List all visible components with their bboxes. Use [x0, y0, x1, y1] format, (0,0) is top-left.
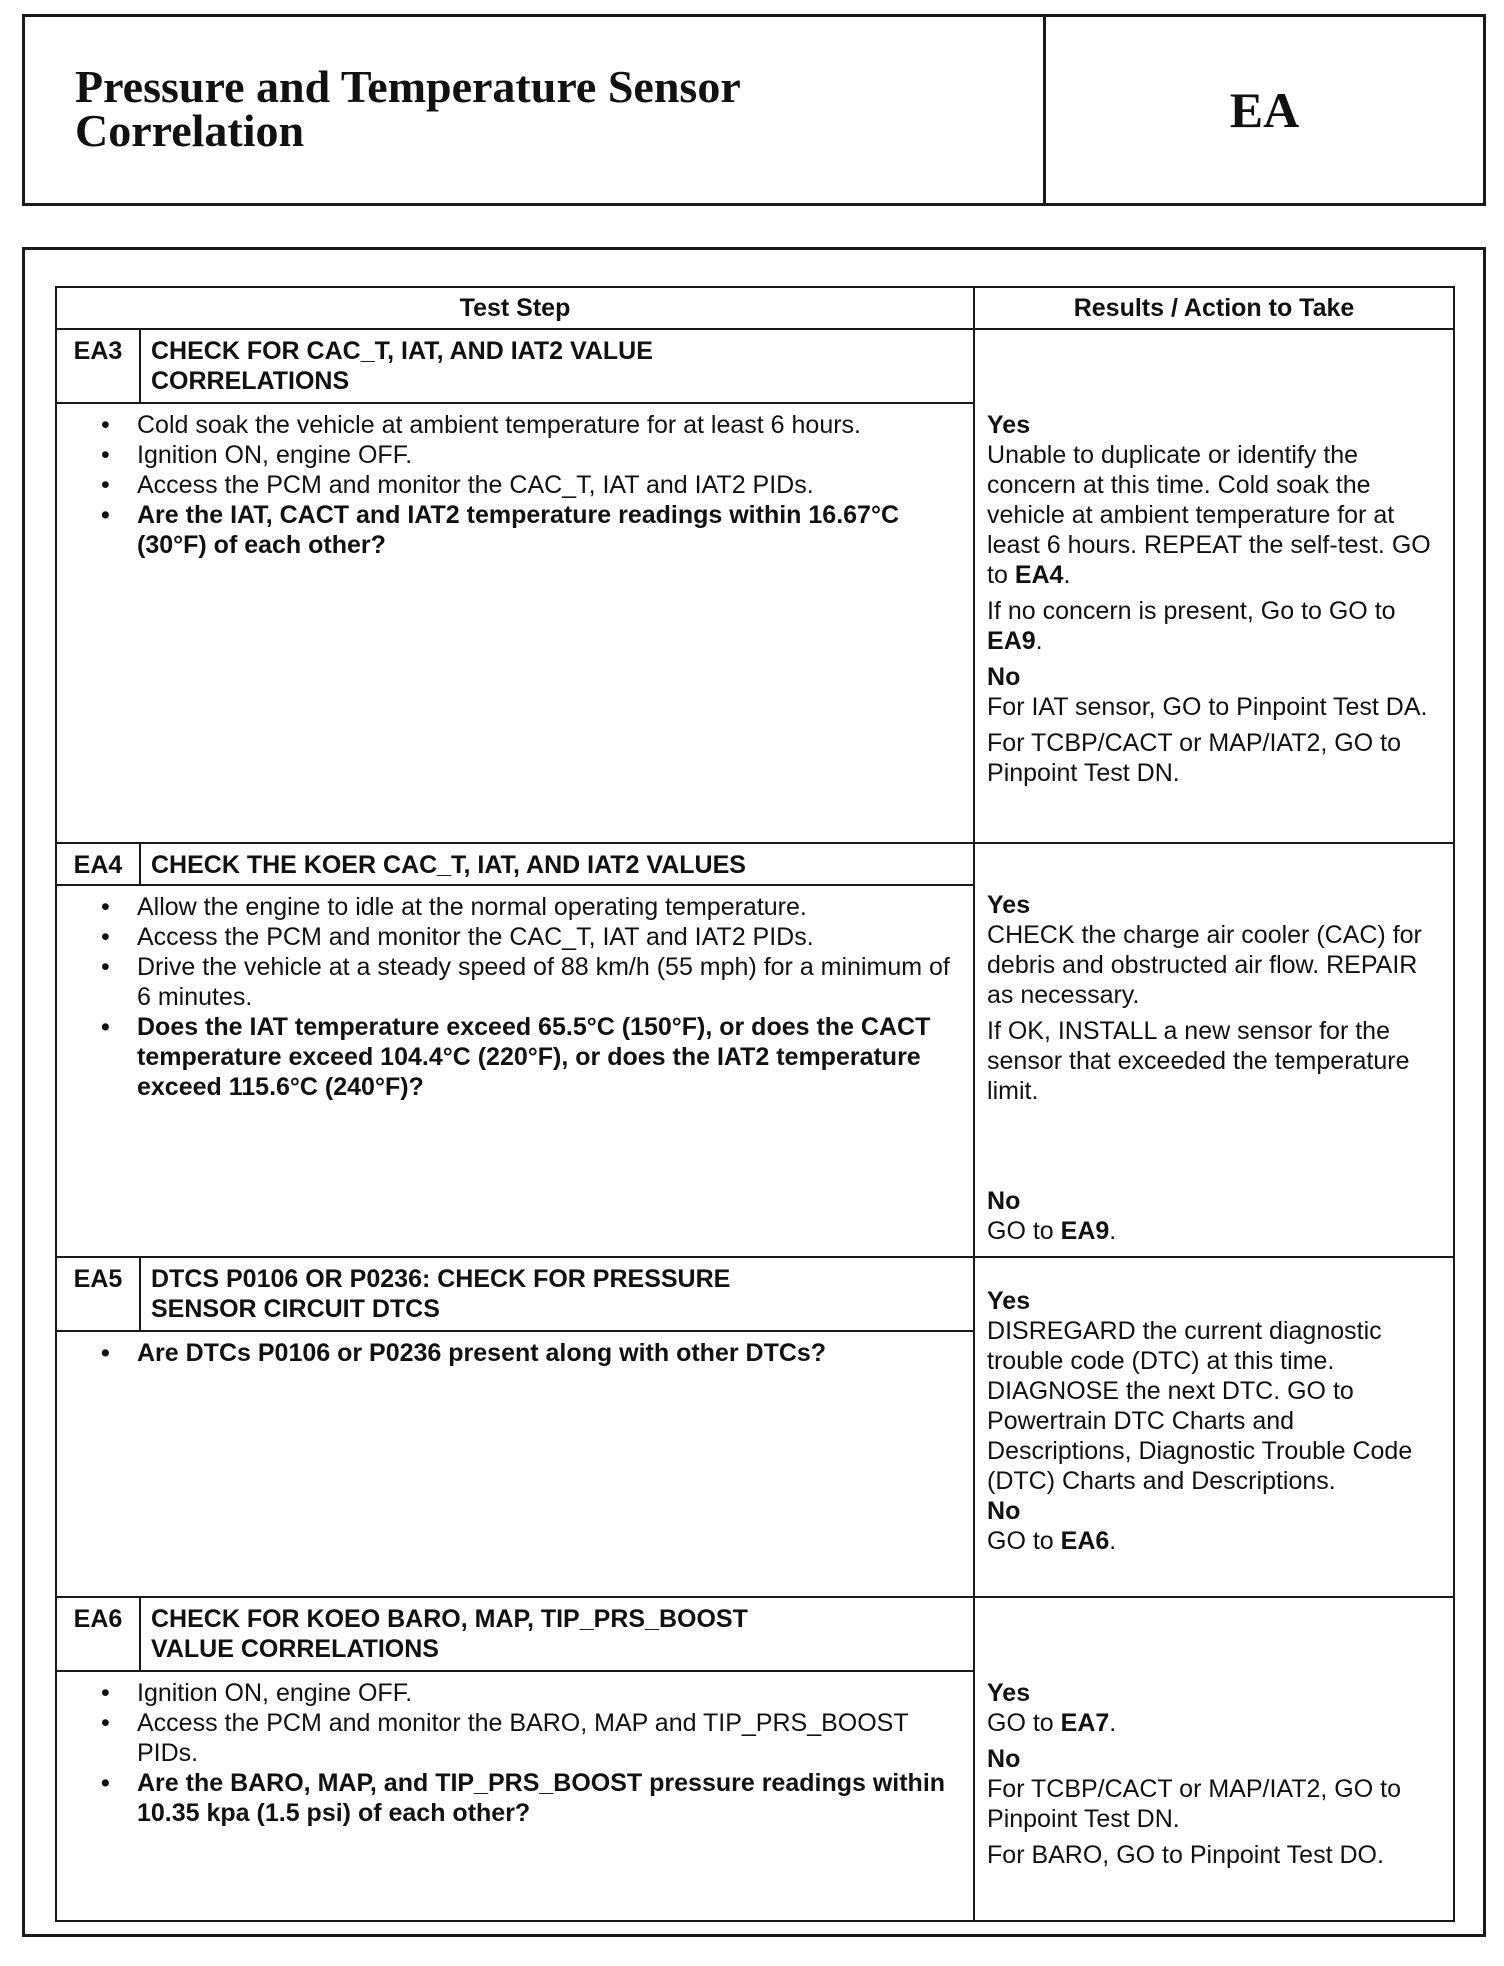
page-title: [25, 17, 1046, 203]
step-body: [56, 1331, 974, 1597]
no-action: For TCBP/CACT or MAP/IAT2, GO to Pinpoint Test DN.: [987, 1775, 1401, 1833]
no-action: GO to EA6.: [987, 1527, 1117, 1555]
list-item: • Ignition ON, engine OFF.: [97, 1678, 963, 1708]
no-text: GO to: [987, 1217, 1054, 1245]
step-title-line: VALUE CORRELATIONS: [151, 1635, 439, 1663]
step-bullet-list: [97, 1678, 963, 1828]
step-title-line: DTCS P0106 OR P0236: CHECK FOR PRESSURE: [151, 1265, 731, 1293]
step-bullet-list: [97, 1338, 963, 1368]
step-bullet-list: [97, 410, 963, 560]
yes-label: Yes: [987, 411, 1031, 439]
step-title-line: CORRELATIONS: [151, 367, 350, 395]
no-action: GO to EA9.: [987, 1217, 1117, 1245]
step-code: EA5: [56, 1257, 140, 1331]
goto-ref: EA7: [1060, 1709, 1110, 1737]
step-question: • Does the IAT temperature exceed 65.5°C (150°F), or does the CACT temperature exceed 104.4°C (220°F), or does the IAT2 temperature exceed 115.6°C (240°F)?: [97, 1012, 963, 1102]
step-ea3-results: [974, 329, 1454, 843]
yes-action-2: If no concern is present, Go to GO to EA9.: [987, 597, 1396, 655]
yes-action: CHECK the charge air cooler (CAC) for debris and obstructed air flow. REPAIR as necessary.: [987, 921, 1422, 1009]
title-line-2: Correlation: [75, 105, 305, 156]
title-box: [22, 14, 1486, 206]
step-ea5-results: [974, 1257, 1454, 1597]
step-ea4-results: [974, 843, 1454, 1257]
step-title-line: SENSOR CIRCUIT DTCS: [151, 1295, 440, 1323]
step-title: CHECK THE KOER CAC_T, IAT, AND IAT2 VALUES: [140, 843, 974, 885]
no-text: GO to: [987, 1527, 1054, 1555]
yes-action-2: If OK, INSTALL a new sensor for the sensor that exceeded the temperature limit.: [987, 1017, 1410, 1105]
goto-ref: EA6: [1060, 1527, 1110, 1555]
col-header-results: Results / Action to Take: [974, 287, 1454, 329]
content-frame: [22, 247, 1486, 1937]
list-item: • Allow the engine to idle at the normal operating temperature.: [97, 892, 963, 922]
list-item: • Access the PCM and monitor the CAC_T, IAT and IAT2 PIDs.: [97, 922, 963, 952]
yes-text: Unable to duplicate or identify the concern at this time. Cold soak the vehicle at ambient temperature for at least 6 hours. REPEAT the self-test. GO to: [987, 441, 1431, 589]
test-step-table: [55, 286, 1455, 1922]
list-item: • Ignition ON, engine OFF.: [97, 440, 963, 470]
step-body: [56, 403, 974, 843]
step-question: • Are the BARO, MAP, and TIP_PRS_BOOST pressure readings within 10.35 kpa (1.5 psi) of each other?: [97, 1768, 963, 1828]
no-label: No: [987, 663, 1021, 691]
list-item: • Access the PCM and monitor the BARO, MAP and TIP_PRS_BOOST PIDs.: [97, 1708, 963, 1768]
step-body: [56, 885, 974, 1257]
step-question: • Are DTCs P0106 or P0236 present along with other DTCs?: [97, 1338, 963, 1368]
yes-text: If no concern is present, Go to GO to: [987, 597, 1396, 625]
no-action-2: For BARO, GO to Pinpoint Test DO.: [987, 1841, 1384, 1869]
step-question: • Are the IAT, CACT and IAT2 temperature readings within 16.67°C (30°F) of each other?: [97, 500, 963, 560]
step-code: EA4: [56, 843, 140, 885]
no-label: No: [987, 1497, 1021, 1525]
yes-text: GO to: [987, 1709, 1054, 1737]
no-action-2: For TCBP/CACT or MAP/IAT2, GO to Pinpoint Test DN.: [987, 729, 1401, 787]
yes-action: Unable to duplicate or identify the concern at this time. Cold soak the vehicle at ambient temperature for at least 6 hours. REPEAT the self-test. GO to EA4.: [987, 441, 1431, 589]
step-code: EA3: [56, 329, 140, 403]
step-title-line: CHECK FOR KOEO BARO, MAP, TIP_PRS_BOOST: [151, 1605, 748, 1633]
goto-ref: EA9: [987, 627, 1036, 655]
no-label: No: [987, 1745, 1021, 1773]
table-header-row: [56, 287, 1454, 329]
yes-action: GO to EA7.: [987, 1709, 1117, 1737]
step-bullet-list: [97, 892, 963, 1102]
step-body: [56, 1671, 974, 1921]
step-title-line: CHECK FOR CAC_T, IAT, AND IAT2 VALUE: [151, 337, 653, 365]
step-ea4-title-row: [56, 843, 1454, 885]
step-ea6-title-row: [56, 1597, 1454, 1671]
section-code: EA: [1229, 82, 1300, 138]
list-item: • Cold soak the vehicle at ambient temperature for at least 6 hours.: [97, 410, 963, 440]
yes-label: Yes: [987, 1287, 1031, 1315]
title-line-1: Pressure and Temperature Sensor: [75, 61, 741, 112]
step-title: [140, 1257, 974, 1331]
goto-ref: EA9: [1060, 1217, 1110, 1245]
no-action: For IAT sensor, GO to Pinpoint Test DA.: [987, 693, 1428, 721]
yes-action: DISREGARD the current diagnostic trouble code (DTC) at this time. DIAGNOSE the next DTC. GO to Powertrain DTC Charts and Descriptions, Diagnostic Trouble Code (DTC) Charts and Descriptions.: [987, 1317, 1413, 1495]
step-title: [140, 1597, 974, 1671]
col-header-test-step: Test Step: [56, 287, 974, 329]
no-label: No: [987, 1187, 1021, 1215]
list-item: • Access the PCM and monitor the CAC_T, IAT and IAT2 PIDs.: [97, 470, 963, 500]
goto-ref: EA4: [1014, 561, 1064, 589]
list-item: • Drive the vehicle at a steady speed of 88 km/h (55 mph) for a minimum of 6 minutes.: [97, 952, 963, 1012]
step-ea6-results: [974, 1597, 1454, 1921]
step-ea5-title-row: [56, 1257, 1454, 1331]
step-title: [140, 329, 974, 403]
step-ea3-title-row: [56, 329, 1454, 403]
yes-label: Yes: [987, 891, 1031, 919]
yes-label: Yes: [987, 1679, 1031, 1707]
step-code: EA6: [56, 1597, 140, 1671]
